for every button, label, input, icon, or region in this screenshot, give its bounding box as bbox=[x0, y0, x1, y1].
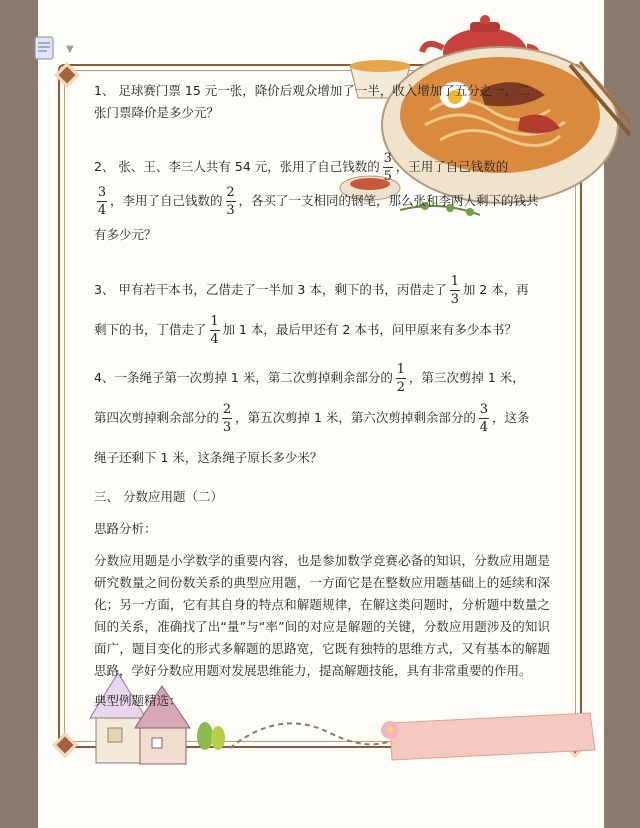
fraction-numerator: 1 bbox=[450, 274, 459, 289]
fraction-denominator: 4 bbox=[97, 203, 107, 218]
fraction-numerator: 3 bbox=[383, 151, 392, 166]
question-3-text: 3、 甲有若干本书，乙借走了一半加 3 本，剩下的书，丙借走了 bbox=[94, 282, 447, 297]
analysis-paragraph: 分数应用题是小学数学的重要内容，也是参加数学竞赛必备的知识，分数应用题是研究数量之间份数关系的典型应用题，一方面它是在整数应用题基础上的延续和深化；另一方面，它有其自身的特点和解题规律，在解这类问题时，分析题中数量之间的关系，准确找了出“量”与“率”间的对应是解题的关键，分数应用题涉及的知识面广，题目变化的形式多解题的思路宽，它既有独特的思维方式，又有基本的解题思路，学好分数应用题对发展思维能力，提高解题技能，具有非常重要的作用。 bbox=[94, 553, 550, 678]
fraction bbox=[383, 151, 393, 184]
question-4-text: 4、一条绳子第一次剪掉 1 米，第二次剪掉剩余部分的 bbox=[94, 370, 393, 385]
fraction-denominator: 3 bbox=[226, 203, 235, 218]
section-title: 三、 分数应用题（二） bbox=[94, 489, 223, 504]
fraction-numerator: 1 bbox=[396, 362, 405, 377]
fraction bbox=[226, 185, 236, 218]
question-4-text: 第四次剪掉剩余部分的 bbox=[94, 410, 220, 425]
fraction bbox=[222, 402, 232, 435]
document-icon[interactable] bbox=[34, 36, 54, 60]
question-2 bbox=[94, 150, 550, 252]
question-3-text: 加 2 本，再 bbox=[462, 282, 529, 297]
fraction-denominator: 3 bbox=[450, 292, 459, 307]
fraction-numerator: 3 bbox=[97, 185, 107, 200]
fraction bbox=[450, 274, 460, 307]
question-4-text: ，这条 bbox=[491, 410, 530, 425]
question-1-line-1: 1、 足球赛门票 15 元一张，降价后观众增加了一半，收入增加了五分之一，二 bbox=[94, 83, 530, 98]
fraction bbox=[396, 362, 406, 395]
document-content bbox=[94, 70, 550, 712]
fraction-denominator: 4 bbox=[210, 332, 219, 347]
question-4-text: ，第三次剪掉 1 米， bbox=[408, 370, 525, 385]
question-2-text: ，各买了一支相同的钢笔，那么张和李两人剩下的钱共 bbox=[238, 193, 539, 208]
fraction-numerator: 3 bbox=[479, 402, 489, 417]
question-4-text: ，第五次剪掉 1 米，第六次剪掉剩余部分的 bbox=[235, 410, 476, 425]
fraction-numerator: 1 bbox=[210, 314, 219, 329]
fraction-denominator: 5 bbox=[383, 169, 392, 184]
thinking-label: 思路分析： bbox=[94, 521, 157, 536]
question-2-text: 有多少元？ bbox=[94, 227, 157, 242]
question-4-text: 绳子还剩下 1 米，这条绳子原长多少米？ bbox=[94, 450, 323, 465]
question-4 bbox=[94, 358, 550, 478]
dropdown-caret-icon[interactable]: ▼ bbox=[66, 44, 74, 55]
fraction bbox=[479, 402, 489, 435]
question-2-text: ，李用了自己钱数的 bbox=[110, 193, 223, 208]
question-1 bbox=[94, 80, 550, 124]
question-2-text: 2、 张、王、李三人共有 54 元，张用了自己钱数的 bbox=[94, 159, 380, 174]
question-3-text: 剩下的书，丁借走了 bbox=[94, 322, 207, 337]
question-2-text: ，王用了自己钱数的 bbox=[395, 159, 509, 174]
fraction-numerator: 2 bbox=[222, 402, 232, 417]
question-1-line-2: 张门票降价是多少元？ bbox=[94, 105, 220, 120]
fraction-denominator: 3 bbox=[222, 420, 232, 435]
fraction-denominator: 4 bbox=[479, 420, 489, 435]
examples-label: 典型例题精选： bbox=[94, 693, 182, 708]
fraction bbox=[97, 185, 107, 218]
fraction-denominator: 2 bbox=[396, 380, 405, 395]
question-3 bbox=[94, 270, 550, 350]
question-3-text: 加 1 本，最后甲还有 2 本书，问甲原来有多少本书？ bbox=[222, 322, 517, 337]
fraction-numerator: 2 bbox=[226, 185, 235, 200]
fraction bbox=[210, 314, 220, 347]
